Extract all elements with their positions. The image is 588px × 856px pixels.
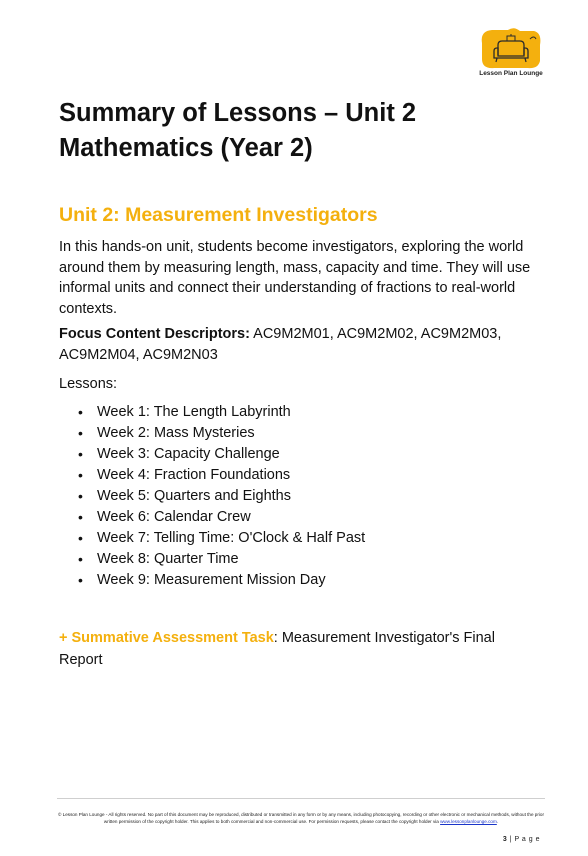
bullet-icon: •	[78, 425, 83, 441]
list-item	[59, 570, 365, 591]
page-label: | P a g e	[507, 836, 540, 843]
lesson-label: Week 8: Quarter Time	[97, 551, 239, 567]
bullet-icon: •	[78, 404, 83, 420]
lessons-label: Lessons:	[59, 376, 118, 392]
list-item	[59, 423, 365, 444]
lesson-label: Week 9: Measurement Mission Day	[97, 572, 326, 588]
list-item	[59, 444, 365, 465]
page-number	[470, 836, 540, 843]
page-title-line-1: Summary of Lessons – Unit 2	[59, 99, 417, 127]
page-title	[59, 96, 529, 166]
lesson-label: Week 7: Telling Time: O'Clock & Half Past	[97, 530, 366, 546]
lesson-label: Week 4: Fraction Foundations	[97, 467, 291, 483]
lesson-list	[59, 402, 365, 591]
footer-copyright	[57, 811, 545, 825]
summative-label: Summative Assessment Task	[71, 630, 274, 646]
list-item	[59, 402, 365, 423]
intro-paragraph: In this hands-on unit, students become investigators, exploring the world around them by measuring length, mass, capacity and time. They will use informal units and connect their understanding of fractions to real-world contexts.	[59, 239, 531, 317]
footer-divider	[57, 798, 545, 799]
bullet-icon: •	[78, 572, 83, 588]
list-item	[59, 465, 365, 486]
bullet-icon: •	[78, 551, 83, 567]
lesson-label: Week 2: Mass Mysteries	[97, 425, 255, 441]
list-item	[59, 486, 365, 507]
bullet-icon: •	[78, 488, 83, 504]
lesson-label: Week 3: Capacity Challenge	[97, 446, 280, 462]
summative-value: : Measurement Investigator's Final Report	[59, 630, 495, 668]
list-item	[59, 507, 365, 528]
lesson-label: Week 5: Quarters and Eighths	[97, 488, 291, 504]
bullet-icon: •	[78, 509, 83, 525]
lesson-label: Week 6: Calendar Crew	[97, 509, 251, 525]
list-item	[59, 528, 365, 549]
copyright-trailing: .	[496, 819, 499, 824]
summative-assessment	[59, 627, 539, 671]
focus-label: Focus Content Descriptors:	[59, 326, 250, 342]
focus-value: AC9M2M01, AC9M2M02, AC9M2M03, AC9M2M04, AC9M2N03	[59, 326, 502, 363]
page-title-line-2: Mathematics (Year 2)	[59, 134, 313, 162]
unit-title: Unit 2: Measurement Investigators	[59, 204, 378, 226]
list-item	[59, 549, 365, 570]
plus-icon: +	[59, 630, 72, 646]
logo-text: Lesson Plan Lounge	[479, 70, 543, 77]
bullet-icon: •	[78, 530, 83, 546]
website-link[interactable]: www.lessonplanlounge.com	[440, 819, 497, 824]
lesson-plan-lounge-logo	[478, 27, 544, 83]
focus-content-descriptors	[59, 324, 539, 365]
bullet-icon: •	[78, 446, 83, 462]
copyright-text: © Lesson Plan Lounge - All rights reserved. No part of this document may be reproduced, distributed or transmitted in any form or by any means, including photocopying, recording or other electronic or mechanical methods, without the prior written permission of the copyright holder. This applies to both commercial and non-commercial use. For permission requests, please contact the copyright holder via	[58, 812, 544, 824]
lesson-label: Week 1: The Length Labyrinth	[97, 404, 291, 420]
page-number-value: 3	[502, 836, 508, 843]
lounge-chair-logo-icon	[478, 27, 544, 71]
bullet-icon: •	[78, 467, 83, 483]
